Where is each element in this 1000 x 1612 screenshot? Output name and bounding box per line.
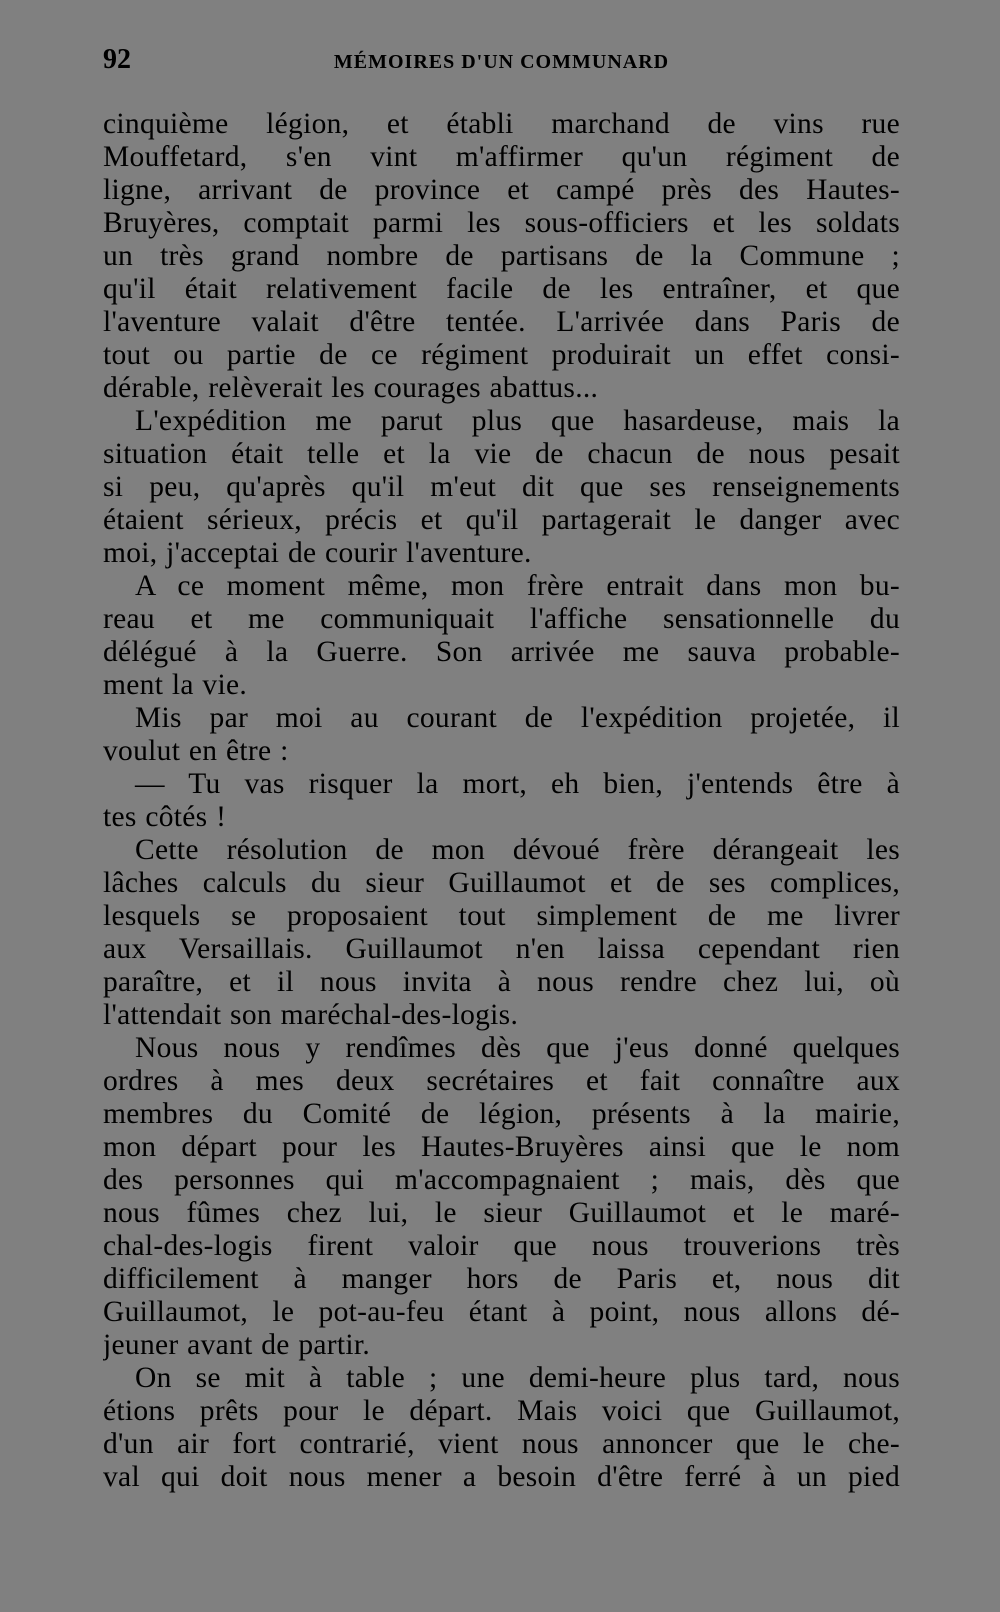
- text-line: d'un air fort contrarié, vient nous annoncer que le che-: [103, 1428, 900, 1460]
- text-line: situation était telle et la vie de chacun de nous pesait: [103, 438, 900, 470]
- text-line: On se mit à table ; une demi-heure plus tard, nous: [135, 1362, 900, 1394]
- text-line: cinquième légion, et établi marchand de vins rue: [103, 108, 900, 140]
- text-line: aux Versaillais. Guillaumot n'en laissa cependant rien: [103, 933, 900, 965]
- text-line: ligne, arrivant de province et campé près des Hautes-: [103, 174, 900, 206]
- text-line: l'attendait son maréchal-des-logis.: [103, 999, 519, 1031]
- text-line: jeuner avant de partir.: [103, 1329, 371, 1361]
- running-title: MÉMOIRES D'UN COMMUNARD: [333, 51, 670, 73]
- text-line: Bruyères, comptait parmi les sous-officiers et les soldats: [103, 207, 900, 239]
- text-line: L'expédition me parut plus que hasardeuse, mais la: [135, 405, 900, 437]
- text-line: Nous nous y rendîmes dès que j'eus donné quelques: [135, 1032, 900, 1064]
- body-text: [103, 108, 900, 1494]
- text-line: des personnes qui m'accompagnaient ; mais, dès que: [103, 1164, 900, 1196]
- text-line: paraître, et il nous invita à nous rendre chez lui, où: [103, 966, 900, 998]
- text-line: membres du Comité de légion, présents à la mairie,: [103, 1098, 900, 1130]
- text-line: l'aventure valait d'être tentée. L'arrivée dans Paris de: [103, 306, 900, 338]
- text-line: un très grand nombre de partisans de la Commune ;: [103, 240, 900, 272]
- page-number: 92: [103, 44, 131, 75]
- text-line: Mouffetard, s'en vint m'affirmer qu'un régiment de: [103, 141, 900, 173]
- text-line: reau et me communiquait l'affiche sensationnelle du: [103, 603, 900, 635]
- text-line: moi, j'acceptai de courir l'aventure.: [103, 537, 532, 569]
- text-line: Cette résolution de mon dévoué frère dérangeait les: [135, 834, 900, 866]
- text-line: difficilement à manger hors de Paris et, nous dit: [103, 1263, 900, 1295]
- running-header: [103, 40, 900, 80]
- text-line: lesquels se proposaient tout simplement de me livrer: [103, 900, 900, 932]
- text-line: étions prêts pour le départ. Mais voici que Guillaumot,: [103, 1395, 900, 1427]
- text-line: étaient sérieux, précis et qu'il partagerait le danger avec: [103, 504, 900, 536]
- text-line: chal-des-logis firent valoir que nous trouverions très: [103, 1230, 900, 1262]
- text-line: — Tu vas risquer la mort, eh bien, j'entends être à: [135, 768, 900, 800]
- text-line: si peu, qu'après qu'il m'eut dit que ses renseignements: [103, 471, 900, 503]
- text-line: qu'il était relativement facile de les entraîner, et que: [103, 273, 900, 305]
- text-line: lâches calculs du sieur Guillaumot et de ses complices,: [103, 867, 900, 899]
- text-line: ment la vie.: [103, 669, 248, 701]
- text-line: Mis par moi au courant de l'expédition projetée, il: [135, 702, 900, 734]
- text-line: ordres à mes deux secrétaires et fait connaître aux: [103, 1065, 900, 1097]
- text-line: voulut en être :: [103, 735, 289, 767]
- text-line: val qui doit nous mener a besoin d'être ferré à un pied: [103, 1461, 900, 1493]
- text-line: nous fûmes chez lui, le sieur Guillaumot et le maré-: [103, 1197, 900, 1229]
- text-line: dérable, relèverait les courages abattus...: [103, 372, 599, 404]
- text-line: délégué à la Guerre. Son arrivée me sauva probable-: [103, 636, 900, 668]
- text-line: tout ou partie de ce régiment produirait un effet consi-: [103, 339, 900, 371]
- text-line: A ce moment même, mon frère entrait dans mon bu-: [135, 570, 900, 602]
- text-line: tes côtés !: [103, 801, 227, 833]
- text-line: Guillaumot, le pot-au-feu étant à point, nous allons dé-: [103, 1296, 900, 1328]
- text-line: mon départ pour les Hautes-Bruyères ainsi que le nom: [103, 1131, 900, 1163]
